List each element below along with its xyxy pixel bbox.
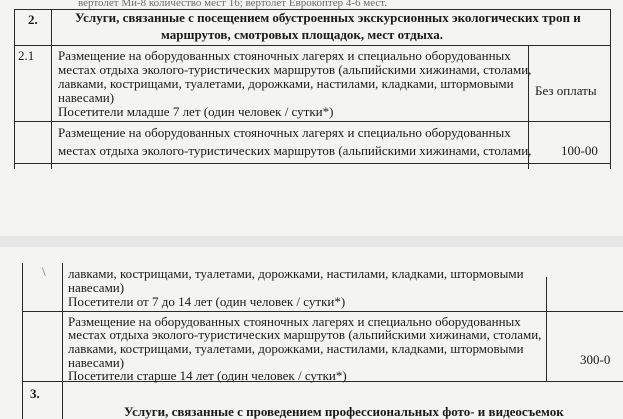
table-rule	[51, 9, 52, 169]
service-description: местах отдыха эколого-туристических маршрутов (альпийскими хижинами, столами,	[58, 143, 532, 158]
service-description: Размещение на оборудованных стояночных лагерях и специально оборудованных	[58, 125, 511, 140]
section-title: Услуги, связанные с проведением профессиональных фото- и видеосъемок	[124, 404, 564, 419]
table-rule	[14, 121, 610, 122]
service-description: лавками, кострищами, туалетами, дорожками, настилами, кладками, штормовыми	[68, 266, 524, 281]
service-description: Размещение на оборудованных стояночных лагерях и специально оборудованных	[58, 48, 511, 63]
visitor-category: Посетители от 7 до 14 лет (один человек / сутки*)	[68, 294, 346, 309]
document-page-2	[0, 247, 623, 419]
service-description: лавками, кострищами, туалетами, дорожками, настилами, кладками, штормовыми	[68, 341, 524, 356]
table-rule	[14, 9, 15, 169]
table-rule	[14, 163, 610, 164]
table-rule	[22, 311, 623, 312]
service-description: навесами)	[58, 90, 115, 105]
table-rule	[14, 45, 610, 46]
service-description: лавками, кострищами, туалетами, дорожками, настилами, кладками, штормовыми	[58, 76, 514, 91]
service-description: навесами)	[68, 280, 125, 295]
tick-mark: \	[42, 264, 46, 279]
service-description: навесами)	[68, 355, 125, 370]
visitor-category: Посетители младше 7 лет (один человек / сутки*)	[58, 104, 334, 119]
table-rule	[546, 277, 547, 381]
service-description: местах отдыха эколого-туристических маршрутов (альпийскими хижинами, столами,	[58, 62, 532, 77]
table-rule	[62, 263, 63, 419]
service-description: Размещение на оборудованных стояночных лагерях и специально оборудованных	[68, 314, 521, 329]
table-rule	[22, 263, 23, 419]
section-number: 3.	[30, 386, 40, 401]
section-number: 2.	[28, 12, 38, 27]
page-gap	[0, 236, 623, 247]
visitor-category: Посетители старше 14 лет (один человек / сутки*)	[68, 368, 347, 383]
row-number: 2.1	[18, 48, 35, 63]
cut-off-text-line: вертолет Ми-8 количество мест 16; вертолет Еврокоптер 4-6 мест.	[78, 0, 387, 9]
price: 300-0	[580, 352, 611, 367]
price: Без оплаты	[535, 83, 597, 98]
section-title: маршрутов, смотровых площадок, мест отдыха.	[161, 27, 443, 42]
table-rule	[610, 9, 611, 169]
section-title: Услуги, связанные с посещением обустроенных экскурсионных экологических троп и	[75, 10, 581, 25]
price: 100-00	[561, 143, 598, 158]
service-description: местах отдыха эколого-туристических маршрутов (альпийскими хижинами, столами,	[68, 327, 542, 342]
